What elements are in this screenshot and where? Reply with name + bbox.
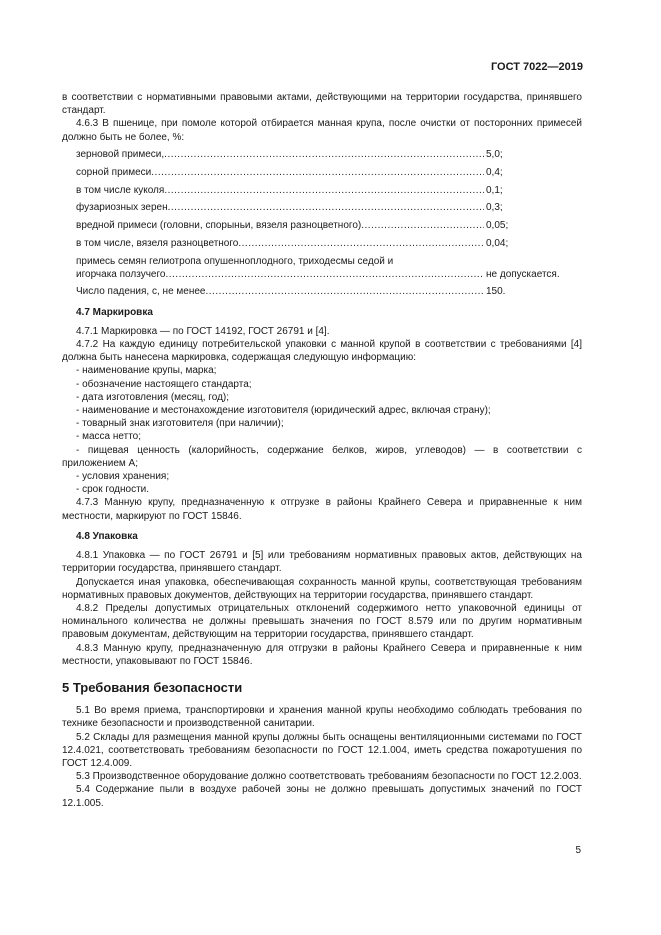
- page-number: 5: [575, 845, 581, 856]
- paragraph-4-8-3: 4.8.3 Манную крупу, предназначенную для отгрузки в районы Крайнего Севера и приравненные к ним местности, упаковывают по ГОСТ 15846.: [62, 642, 582, 667]
- impurity-value: 5,0;: [486, 149, 503, 161]
- impurity-label: в том числе куколя: [76, 184, 165, 196]
- impurity-label: в том числе, вязеля разноцветного: [76, 237, 239, 249]
- impurity-row: [62, 184, 582, 197]
- paragraph-4-7-3: 4.7.3 Манную крупу, предназначенную к отгрузке в районы Крайнего Севера и приравненные к ним местности, маркируют по ГОСТ 15846.: [62, 497, 582, 522]
- section-title-4-8: 4.8 Упаковка: [76, 530, 138, 542]
- impurity-row: [62, 201, 582, 214]
- impurity-value: 0,04;: [486, 237, 509, 249]
- document-body: [62, 91, 582, 810]
- impurity-value: 0,4;: [486, 167, 503, 179]
- leader-dots: [151, 166, 484, 179]
- list-item: - наименование и местонахождение изготовителя (юридический адрес, включая страну);: [76, 405, 491, 417]
- paragraph-5-3: 5.3 Производственное оборудование должно соответствовать требованиям безопасности по ГОСТ 12.2.003.: [76, 771, 582, 783]
- list-item: - наименование крупы, марка;: [76, 365, 217, 377]
- impurity-value: 0,1;: [486, 184, 503, 196]
- paragraph-4-7-1: 4.7.1 Маркировка — по ГОСТ 14192, ГОСТ 26791 и [4].: [76, 325, 330, 337]
- leader-dots: [206, 285, 485, 298]
- leader-dots: [168, 201, 484, 214]
- list-item: - срок годности.: [76, 484, 150, 496]
- list-item: - пищевая ценность (калорийность, содержание белков, жиров, углеводов) — в соответствии с приложением А;: [62, 444, 582, 469]
- leader-dots: [238, 237, 484, 250]
- document-header: ГОСТ 7022—2019: [490, 61, 583, 73]
- paragraph-continuation: в соответствии с нормативными правовыми актами, действующими на территории государства, принявшего стандарт.: [62, 92, 582, 117]
- list-item: - дата изготовления (месяц, год);: [76, 391, 230, 403]
- falling-number-row: [62, 285, 582, 298]
- falling-number-value: 150.: [486, 286, 506, 298]
- impurity-value: 0,3;: [486, 202, 503, 214]
- impurities-list: [62, 148, 582, 298]
- impurity-row: [62, 219, 582, 232]
- list-item: - масса нетто;: [76, 431, 142, 443]
- impurity-label: вредной примеси (головни, спорыньи, вязеля разноцветного): [76, 220, 362, 232]
- leader-dots: [164, 184, 484, 197]
- heliotrope-line: примесь семян гелиотропа опушенноплодного, триходесмы седой и: [76, 255, 394, 267]
- section-title-4-7: 4.7 Маркировка: [76, 306, 153, 318]
- leader-dots: [165, 268, 484, 281]
- impurity-value: не допускается.: [486, 268, 560, 280]
- impurity-label: сорной примеси: [76, 167, 152, 179]
- list-item: - товарный знак изготовителя (при наличии);: [76, 418, 284, 430]
- impurity-value: 0,05;: [486, 220, 509, 232]
- impurity-label: зерновой примеси,: [76, 149, 165, 161]
- impurity-row: [62, 148, 582, 161]
- marking-list: [62, 364, 582, 496]
- impurity-label: игорчака ползучего: [76, 268, 166, 280]
- paragraph-4-8-1-b: Допускается иная упаковка, обеспечивающая сохранность манной крупы, соответствующая требованиям нормативных правовых документов, действующих на территории государства, принявшего стандарт.: [62, 576, 582, 601]
- paragraph-4-8-1: 4.8.1 Упаковка — по ГОСТ 26791 и [5] или требованиям нормативных правовых актов, действующих на территории государства, принявшего стандарт.: [62, 550, 582, 575]
- list-item: - условия хранения;: [76, 471, 170, 483]
- falling-number-label: Число падения, с, не менее: [76, 286, 206, 298]
- section-title-5: 5 Требования безопасности: [62, 679, 243, 695]
- paragraph-4-7-2: 4.7.2 На каждую единицу потребительской упаковки с манной крупой в соответствии с требованиями [4] должна быть нанесена маркировка, содержащая следующую информацию:: [62, 339, 582, 364]
- impurity-label: фузариозных зерен: [76, 202, 168, 214]
- leader-dots: [164, 148, 484, 161]
- paragraph-4-6-3: 4.6.3 В пшенице, при помоле которой отбирается манная крупа, после очистки от посторонних примесей должно быть не более, %:: [62, 118, 582, 143]
- list-item: - обозначение настоящего стандарта;: [76, 378, 252, 390]
- paragraph-5-1: 5.1 Во время приема, транспортировки и хранения манной крупы необходимо соблюдать требования по технике безопасности и производственной санитарии.: [62, 705, 582, 730]
- paragraph-5-4: 5.4 Содержание пыли в воздухе рабочей зоны не должно превышать допустимых значений по ГОСТ 12.1.005.: [62, 784, 582, 809]
- impurity-row: [62, 237, 582, 250]
- paragraph-5-2: 5.2 Склады для размещения манной крупы должны быть оснащены вентиляционными системами по ГОСТ 12.4.021, соответствовать требованиям безопасности по ГОСТ 12.1.004, иметь средства пожаротушения по ГОСТ 12.4.009.: [62, 731, 582, 769]
- paragraph-4-8-2: 4.8.2 Пределы допустимых отрицательных отклонений содержимого нетто упаковочной единицы от номинального количества не должны превышать значения по ГОСТ 8.579 или по другим нормативным правовым документам, действующим на территории государства, принявшего стандарт.: [62, 602, 582, 641]
- leader-dots: [361, 219, 484, 232]
- impurity-row: [62, 268, 582, 281]
- impurity-row: [62, 166, 582, 179]
